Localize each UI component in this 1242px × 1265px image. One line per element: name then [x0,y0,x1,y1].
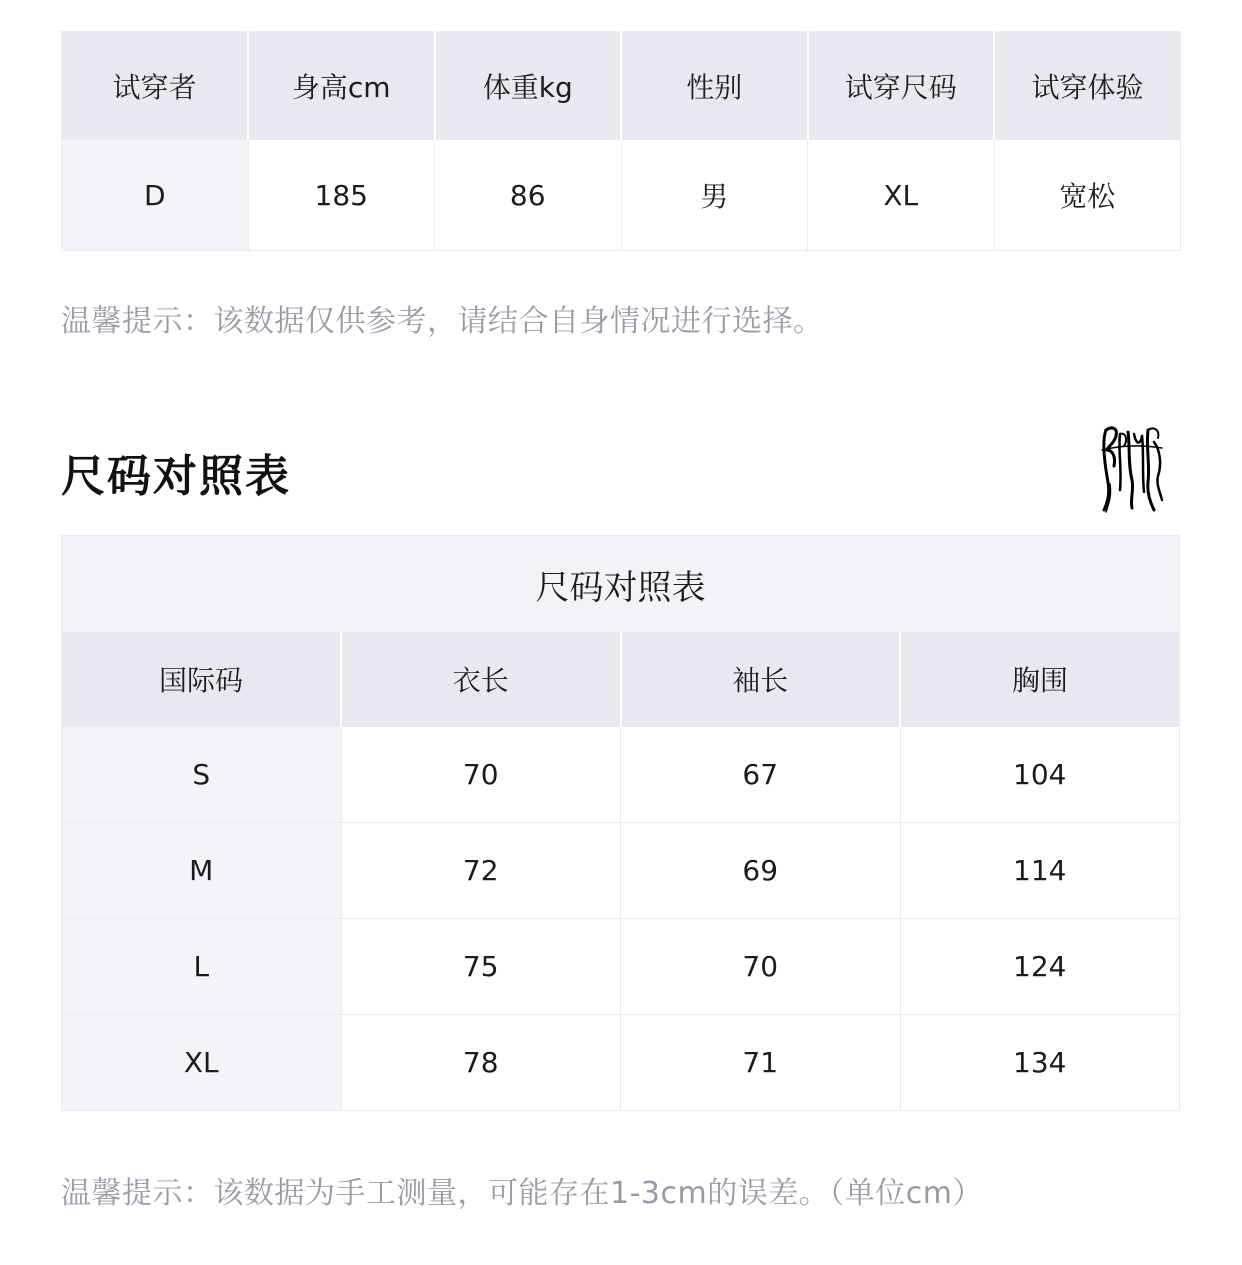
tryon-header-experience: 试穿体验 [994,32,1181,141]
tryon-header-gender: 性别 [621,32,808,141]
size-cell: 67 [621,727,901,823]
gothic-brand-logo-icon [1098,420,1166,514]
tryon-header-height: 身高cm [248,32,435,141]
size-chart-caption-row [62,536,1180,633]
tryon-cell-size: XL [808,140,995,251]
size-cell: L [62,919,342,1015]
size-chart-note: 温馨提示：该数据为手工测量，可能存在1-3cm的误差。（单位cm） [61,1176,983,1211]
tryon-header-size: 试穿尺码 [808,32,995,141]
size-cell: XL [62,1015,342,1111]
size-chart-caption: 尺码对照表 [62,536,1180,633]
table-row [62,1015,1180,1111]
tryon-cell-experience: 宽松 [1059,180,1116,213]
table-row [62,823,1180,919]
tryon-cell-height: 185 [248,140,435,251]
size-cell: 114 [900,823,1180,919]
size-cell: S [62,727,342,823]
size-cell: 124 [900,919,1180,1015]
section-title: 尺码对照表 [61,451,291,502]
table-row [62,727,1180,823]
tryon-header-weight: 体重kg [435,32,622,141]
size-chart-header-row [62,632,1180,727]
size-cell: 104 [900,727,1180,823]
size-chart-table [61,535,1180,1111]
tryon-note: 温馨提示：该数据仅供参考，请结合自身情况进行选择。 [61,304,824,339]
size-cell: 75 [341,919,621,1015]
size-header-sleeve: 袖长 [621,632,901,727]
size-header-intl-size: 国际码 [62,632,342,727]
tryon-cell-gender: 男 [621,140,808,251]
size-cell: 70 [621,919,901,1015]
size-cell: 134 [900,1015,1180,1111]
size-cell: 69 [621,823,901,919]
size-cell: 71 [621,1015,901,1111]
size-header-length: 衣长 [341,632,621,727]
table-row [62,140,1181,251]
tryon-header-row [62,32,1181,141]
tryon-cell-weight: 86 [435,140,622,251]
size-cell: 70 [341,727,621,823]
size-cell: 78 [341,1015,621,1111]
size-cell: M [62,823,342,919]
tryon-header-tester: 试穿者 [62,32,249,141]
size-cell: 72 [341,823,621,919]
tryon-table [61,31,1181,251]
tryon-cell-tester: D [62,140,249,251]
size-header-chest: 胸围 [900,632,1180,727]
table-row [62,919,1180,1015]
